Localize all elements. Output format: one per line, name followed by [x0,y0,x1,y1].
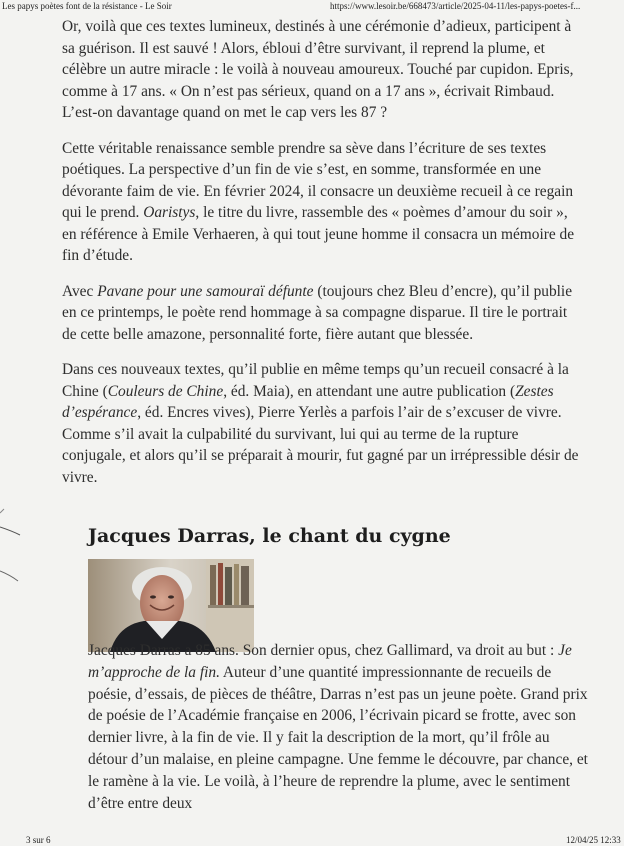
book-title-oaristys: Oaristys [143,204,196,221]
article-paragraph [62,281,582,346]
book-title-pavane: Pavane pour une samouraï défunte [97,282,314,300]
paragraph-text: Avec [62,282,98,300]
paragraph-text: (toujours chez Bleu d’encre), qu’il publie en ce printemps, le poète rend hommage à sa compagne disparue. Il tire le portrait de cette belle amazone, personnalité forte, fière autant que blessée. [62,282,573,343]
paragraph-text: , éd. Encres vives), Pierre Yerlès a parfois l’air de s’excuser de vivre. Comme s’il avait la culpabilité du survivant, lui qui au terme de la rupture conjugale, et alors qu’il se préparait à mourir, fut gagné par un irrépressible désir de vivre. [62,404,579,486]
paragraph-text: Dans ces nouveaux textes, qu’il publie en même temps qu’un recueil consacré à la Chine ( [62,361,569,400]
book-title-couleurs: Couleurs de Chine [107,382,224,400]
book-title-zestes: Zestes d’espérance [62,382,554,421]
section-body [88,640,588,814]
print-footer-page: 3 sur 6 [26,835,51,845]
book-title-je-mapproche: Je m’approche de la fin. [88,642,572,681]
author-portrait-photo [88,559,254,652]
article-body [62,16,582,560]
article-paragraph [62,138,582,267]
paragraph-text: Jacques Darras a 85 ans. Son dernier opus, chez Gallimard, va droit au but : [88,642,559,659]
print-header-url: https://www.lesoir.be/668473/article/2025-04-11/les-papys-poetes-f... [330,1,581,11]
binder-mark-decoration [0,505,22,595]
print-header-title: Les papys poètes font de la résistance - Le Soir [2,1,172,11]
section-title: Jacques Darras, le chant du cygne [88,525,451,547]
paragraph-text: , le titre du livre, rassemble des « poèmes d’amour du soir », en référence à Emile Verhaeren, à qui tout jeune homme il consacra un mémoire de fin d’étude. [62,204,575,264]
article-paragraph [62,359,582,488]
paragraph-text: Cette véritable renaissance semble prendre sa sève dans l’écriture de ses textes poétiques. La perspective d’un fin de vie s’est, en somme, transformée en une dévorante faim de vie. En février 2024, il consacre un deuxième recueil à ce regain qui le prend. [62,139,574,221]
article-paragraph [62,16,582,124]
print-footer-date: 12/04/25 12:33 [566,835,621,845]
paragraph-text: , éd. Maia), en attendant une autre publication ( [223,382,516,400]
print-header [0,0,624,14]
paragraph-text: Auteur d’une quantité impressionnante de recueils de poésie, d’essais, de pièces de théâtre, Darras n’est pas un jeune poète. Grand prix de poésie de l’Académie française en 2006, l’écrivain picard se frotte, avec son dernier livre, à la fin de vie. Il y fait la description de la mort, qu’il frôle au détour d’un malaise, en pleine campagne. Une femme le découvre, par chance, et le ramène à la vie. Le voilà, à l’heure de reprendre la plume, avec le sentiment d’être entre deux [88,663,588,812]
print-footer [0,832,624,846]
portrait-illustration [88,559,254,652]
paragraph-text: Or, voilà que ces textes lumineux, destinés à une cérémonie d’adieux, participent à sa guérison. Il est sauvé ! Alors, ébloui d’être survivant, il reprend la plume, et célèbre un autre miracle : le voilà à nouveau amoureux. Touché par cupidon. Epris, comme à 17 ans. « On n’est pas sérieux, quand on a 17 ans », écrivait Rimbaud. L’est-on davantage quand on met le cap vers les 87 ? [62,18,574,121]
